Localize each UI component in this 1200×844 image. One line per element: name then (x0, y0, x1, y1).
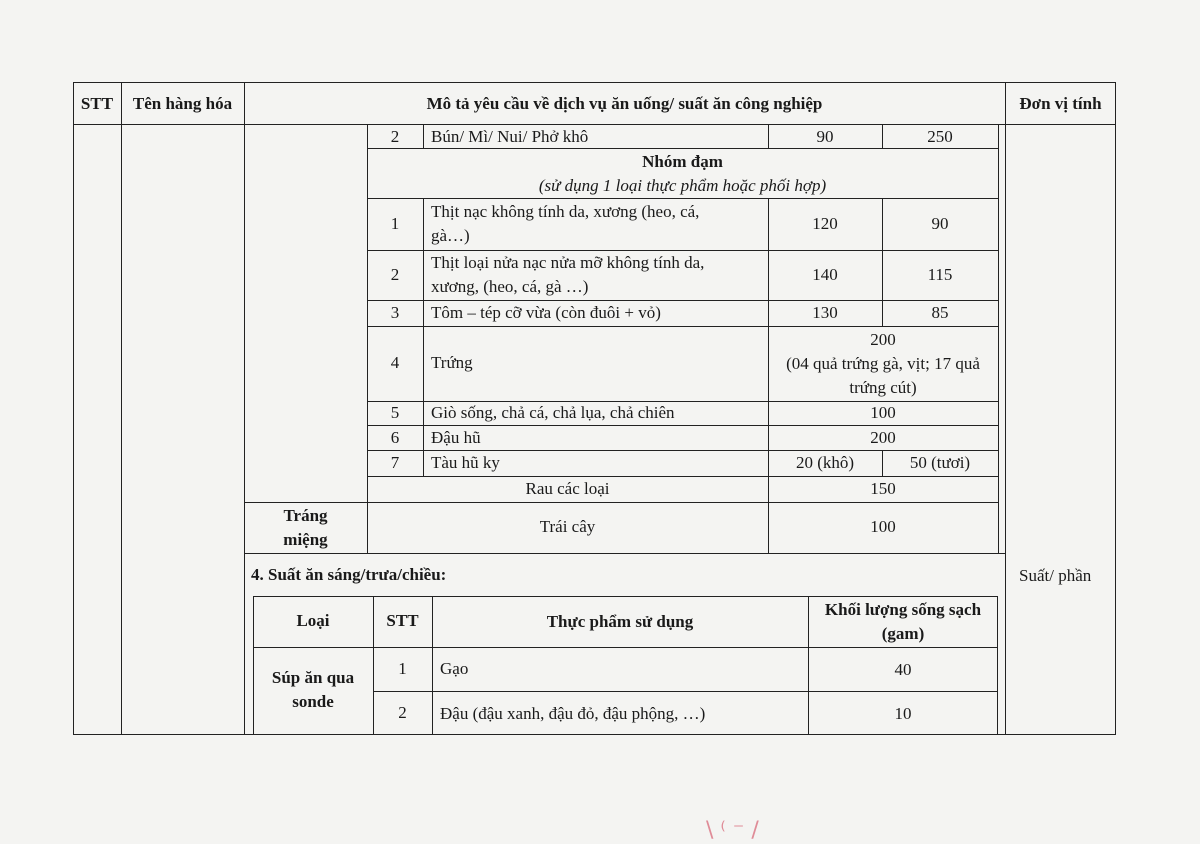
dam-row-2-line1: Thịt loại nửa nạc nửa mỡ không tính da, (431, 253, 705, 272)
lower-row-2-value: 10 (894, 704, 912, 723)
lower-row-1-stt: 1 (398, 659, 407, 678)
rau-value: 150 (870, 479, 896, 498)
lower-row-2-stt: 2 (398, 703, 407, 722)
dam-row-3-v1: 130 (812, 303, 838, 322)
hline-5 (367, 326, 999, 327)
dam-row-7-v1: 20 (khô) (795, 453, 855, 472)
lower-hline-header (253, 647, 998, 648)
dam-row-2-v1: 140 (812, 265, 838, 284)
dam-row-5-stt: 5 (390, 403, 400, 422)
sup-label-2: sonde (292, 692, 334, 711)
dam-row-2-v2: 115 (927, 265, 953, 284)
dam-row-2-line2: xương, (heo, cá, gà …) (431, 277, 589, 296)
dam-row-4-val-line1: 200 (870, 330, 896, 349)
row-bun-name: Bún/ Mì/ Nui/ Phở khô (431, 127, 589, 146)
dam-row-1-line1: Thịt nạc không tính da, xương (heo, cá, (431, 202, 700, 221)
lower-row-1-name: Gạo (440, 659, 469, 678)
inner-line-right (998, 124, 999, 554)
inner-line-stt (423, 124, 424, 148)
dam-row-5-name: Giò sống, chả cá, chả lụa, chả chiên (431, 403, 675, 422)
row-bun-v1: 90 (816, 127, 834, 146)
dam-row-3-v2: 85 (931, 303, 949, 322)
dam-row-6-name: Đậu hũ (431, 428, 481, 447)
dam-row-7-v2: 50 (tươi) (909, 453, 971, 472)
dam-row-7-stt: 7 (390, 453, 400, 472)
dam-row-1-v2: 90 (931, 214, 949, 233)
dam-row-4-val-line3: trứng cút) (849, 378, 917, 397)
inner-line-stt-2 (423, 198, 424, 476)
lower-row-1-value: 40 (894, 660, 912, 679)
sup-label-1: Súp ăn qua (271, 668, 355, 687)
col-line-unit (1005, 82, 1006, 735)
lower-hline-row (373, 691, 998, 692)
hline-10 (244, 502, 999, 503)
dam-row-2-stt: 2 (390, 265, 400, 284)
trang-mieng-label-1: Tráng (283, 506, 328, 525)
dam-row-4-val-line2: (04 quả trứng gà, vịt; 17 quả (786, 354, 980, 373)
dam-row-3-stt: 3 (390, 303, 400, 322)
rau-name: Rau các loại (525, 479, 610, 498)
trang-mieng-value: 100 (870, 517, 896, 536)
hline-11 (244, 553, 1005, 554)
dam-row-7-name: Tàu hũ ky (431, 453, 500, 472)
hline-2 (367, 198, 999, 199)
col-line-name (244, 82, 245, 735)
section4-title: 4. Suất ăn sáng/trưa/chiều: (251, 565, 447, 584)
col-line-stt (121, 82, 122, 735)
header-ten-hang-hoa: Tên hàng hóa (132, 94, 233, 113)
trang-mieng-name: Trái cây (539, 517, 596, 536)
stamp-fragment: \ ⁽ ⁻ / (706, 818, 759, 843)
header-don-vi-tinh: Đơn vị tính (1019, 94, 1102, 113)
dam-row-4-stt: 4 (390, 353, 400, 372)
dam-row-6-value: 200 (870, 428, 896, 447)
section4-unit: Suất/ phần (1019, 566, 1092, 585)
lower-header-loai: Loại (296, 611, 330, 630)
dam-row-1-stt: 1 (390, 214, 400, 233)
dam-row-3-name: Tôm – tép cỡ vừa (còn đuôi + vỏ) (431, 303, 661, 322)
dam-row-5-value: 100 (870, 403, 896, 422)
header-stt: STT (80, 94, 114, 113)
lower-header-khoi-luong-1: Khối lượng sống sạch (824, 600, 982, 619)
lower-row-2-name: Đậu (đậu xanh, đậu đỏ, đậu phộng, …) (440, 704, 706, 723)
trang-mieng-label-2: miệng (283, 530, 328, 549)
lower-header-stt: STT (386, 611, 419, 630)
row-bun-v2: 250 (927, 127, 953, 146)
nhom-dam-subtitle: (sử dụng 1 loại thực phẩm hoặc phối hợp) (538, 176, 827, 195)
nhom-dam-title: Nhóm đạm (642, 152, 723, 171)
dam-row-1-v1: 120 (812, 214, 838, 233)
lower-header-thuc-pham: Thực phẩm sử dụng (546, 612, 694, 631)
dam-row-6-stt: 6 (390, 428, 400, 447)
lower-header-khoi-luong-2: (gam) (881, 624, 925, 643)
row-bun-stt: 2 (390, 127, 400, 146)
dam-row-4-name: Trứng (431, 353, 473, 372)
header-mo-ta: Mô tả yêu cầu về dịch vụ ăn uống/ suất ăn công nghiệp (426, 94, 823, 113)
dam-row-1-line2: gà…) (431, 226, 470, 245)
